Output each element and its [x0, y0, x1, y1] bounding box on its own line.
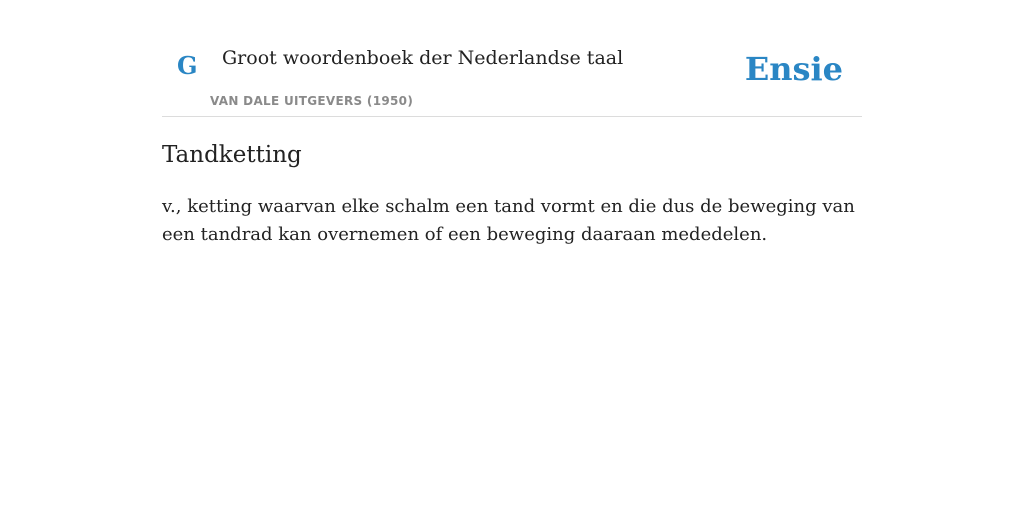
- source-header: [162, 0, 862, 117]
- book-title[interactable]: Groot woordenboek der Nederlandse taal: [222, 47, 624, 69]
- publisher-label: VAN DALE UITGEVERS (1950): [210, 94, 414, 108]
- entry-definition: v., ketting waarvan elke schalm een tand vormt en die dus de beweging van een tandrad kan overnemen of een beweging daaraan mededelen.: [162, 196, 855, 245]
- entry-title: Tandketting: [162, 142, 302, 168]
- ensie-logo-link[interactable]: Ensie: [744, 50, 843, 88]
- book-letter-link[interactable]: G: [177, 51, 198, 80]
